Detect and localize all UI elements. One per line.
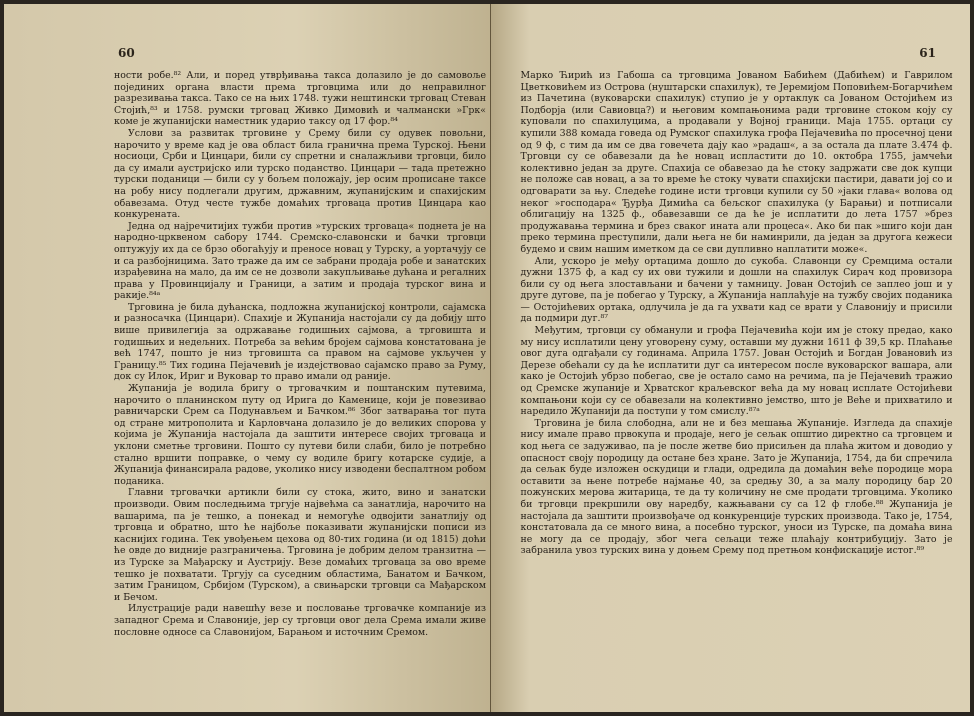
left-page-body	[114, 70, 486, 638]
book-spread	[4, 4, 970, 712]
right-page	[491, 4, 971, 712]
paragraph: Трговина је била слободна, али не и без мешања Жупаније. Изгледа да спахије нису имале право првокупа и продаје, него је сељак општио директно са трговцем и код њега се задуживао, па је после жетве био присиљен да плаћа житом и доводио у опасност своју породицу да остане без хране. Зато је Жупанија, 1754, да би спречила да сељак буде изложен оскудици и глади, одредила да домаћин веће породице мора оставити за њене потребе најмање 40, за средњу 30, а за малу породицу бар 20 пожунских мерова житарица, те да ту количину не сме продати трговцима. Уколико би трговци прекршили ову наредбу, кажњавани су са 12 ф глобе.⁸⁸ Жупанија је настојала да заштити произвођаче од конкуренције турских производа. Тако је, 1754, констатовала да се много вина, а посебно турског, уноси из Турске, па домаћа вина не могу да се продају, због чега сељаци теже плаћају контрибуцију. Зато је забранила увоз турских вина у доњем Срему под претњом конфискације истог.⁸⁹	[520, 417, 953, 557]
paragraph: Али, ускоро је међу ортацима дошло до сукоба. Славонци су Сремцима остали дужни 1375 ф, а кад су их ови тужили и дошли на спахилук Сирач код провизора били су од њега злостављани и бачени у тамницу. Јован Остојић се заплео још и у друге дугове, па је побегао у Турску, а Жупанија наплаћује на тужбу својих поданика — Остојићевих ортака, одлучила је да га ухвати кад се врати у Славонију и присили да подмири дуг.⁸⁷	[520, 255, 953, 325]
page-number-left: 60	[118, 46, 135, 60]
paragraph: Једна од најречитијих тужби против »турских трговаца« поднета је на народно-црквеном сабору 1744. Сремско-славонски и бачки трговци оптужују их да се брзо обогаћују и преносе новац у Турску, а уортачују се и са разбојницима. Зато траже да им се забрани продаја робе и занатских израђевина на мало, да им се не дозволи закупљивање дућана и регалних права у Провинцијалу и Граници, а затим и продаја турског вина и ракије.⁸⁴ᵃ	[114, 220, 486, 302]
left-page	[4, 4, 491, 712]
paragraph: Жупанија је водила бригу о трговачким и поштанским путевима, нарочито о планинском путу од Ирига до Каменице, који је повезивао равничарски Срем са Подунављем и Бачком.⁸⁶ Због затварања тог пута од стране митрополита и Карловчана долазило је до великих спорова у којима је Жупанија настојала да заштити интересе својих трговаца и уклони сметње трговини. Пошто су путеви били слаби, било је потребно стално вршити поправке, о чему су водиле бригу котарске судије, а Жупанија финансирала радове, уколико нису изводени беспалтном робом подaника.	[114, 383, 486, 487]
paragraph: Главни трговачки артикли били су стока, жито, вино и занатски производи. Овим последњима тргује највећма са занатлија, нарочито на вашарима, па је тешко, а понекад и немогуће одвојити занатлију од трговца и обратно, што ће најбоље показивати жупанијски пописи из каснијих година. Тек увођењем цехова од 80-тих година (и од 1815) доћи ће овде до видније разграничења. Трговина је добрим делом транзитна — из Турске за Мађарску и Аустрију. Везе домаћих трговаца за ово време тешко је похватати. Тргују са суседним областима, Банатом и Бачком, затим Границом, Србијом (Турском), а свињарски трговци са Мађарском и Бечом.	[114, 487, 486, 603]
paragraph: ности робе.⁸² Али, и поред утврђивања такса долазило је до самовоље појединих органа власти према трговцима или до неправилног разрезивања такса. Тако се на њих 1748. тужи нештински трговац Стеван Стојић,⁸³ и 1758. румски трговац Живко Димовић и чалмански »Грк« коме је жупанијски наместник ударио таксу од 17 фор.⁸⁴	[114, 70, 486, 128]
page-number-right: 61	[919, 46, 936, 60]
right-page-body	[521, 70, 953, 557]
paragraph: Марко Ћирић из Габоша са трговцима Јованом Бабићем (Дабићем) и Гаврилом Цветковићем из Острова (нуштарски спахилук), те Јеремијом Поповићем-Богарчићем из Пачетина (вуковарски спахилук) ступио је у ортаклук са Јованом Остојићем из Подборја (или Савиовца?) и његовим компањонима ради трговине стоком коју су куповали по спахилуцима, а продавали у Војној граници. Маја 1755. ортаци су купили 388 комада говеда од Румског спахилука грофа Пејачевића по просечној цени од 9 ф, с тим да им се два говечета дају као »радаш«, а за остала да плате 3.474 ф. Трговци су се обавезали да ће новац испластити до 10. октобра 1755, јамчећи колективно један за друге. Спахија се обавезао да ће стоку задржати све док купци не положе сав новац, а за то време ће стоку чувати спахијски пастири, давати јој со и одговарати за њу. Следеће године исти трговци купили су 50 »јаки глава« волова од неког »господара« Ђурђа Димића са бељског спахилука (у Барањи) и потписали облигацију на 1325 ф., обавезавши се да ће је исплатити до лета 1757 »брез продужавања термина и брез сваког ината али процеса«. Ако би пак »шиго који дан преко термина преступили, дали њега не би наминрили, да један за другога кежеси будемо и свим нашим иметком да се сви дупливно наплатити може«.	[520, 70, 953, 255]
paragraph: Трговина је била дућанска, подложна жупанијској контроли, сајамска и разносачка (Цинцари). Спахије и Жупанија настојали су да добију што више привилегија за одржавање годишњих сајмова, а трговишта и годишњих и недељних. Потреба за већим бројем сајмова констатована је већ 1747, пошто је низ трговишта са правом на сајмове укључен у Границу.⁸⁵ Тих година Пејачевић је издејствовао сајамско право за Руму, док су Илок, Ириг и Вуковар то право имали од раније.	[114, 301, 486, 383]
paragraph: Међутим, трговци су обманули и грофа Пејачевића који им је стоку предао, како му нису исплатили цену уговорену суму, оставши му дужни 1611 ф 39,5 кр. Плаћање овог дуга одгађали су годинама. Априла 1757. Јован Остојић и Богдан Јовановић из Дерезе обећали су да ће исплатити дуг са интересом после вуковарског вашара, али како је Остојић убрзо побегао, све је остало само на речима, па је Пејачевић тражио од Сремске жупаније и Хрватског краљевског већа да му новац исплате Остојићеви компањони који су се обавезали на колективно јемство, што је Веће и прихватило и наредило Жупанији да поступи у том смислу.⁸⁷ᵃ	[520, 325, 953, 418]
paragraph: Услови за развитак трговине у Срему били су одувек повољни, нарочито у време кад је ова област била гранична према Турској. Њени носиоци, Срби и Цинцари, били су спретни и сналажљиви трговци, било да су имали аустријско или турско поданство. Цинцари — тада претежно турски поданици — били су у бољем положају, јер осим прописане таксе на робу нису подлегали другим, државним, жупанијским и спахијским обавезама. Отуд честе тужбе домаћих трговаца против Цинцара као конкурената.	[114, 127, 486, 221]
paragraph: Илустрације ради навешћу везе и пословање трговачке компаније из западног Срема и Славоније, јер су трговци овог дела Срема имали живе пословне односе са Славонијом, Барањом и источним Сремом.	[114, 603, 486, 638]
